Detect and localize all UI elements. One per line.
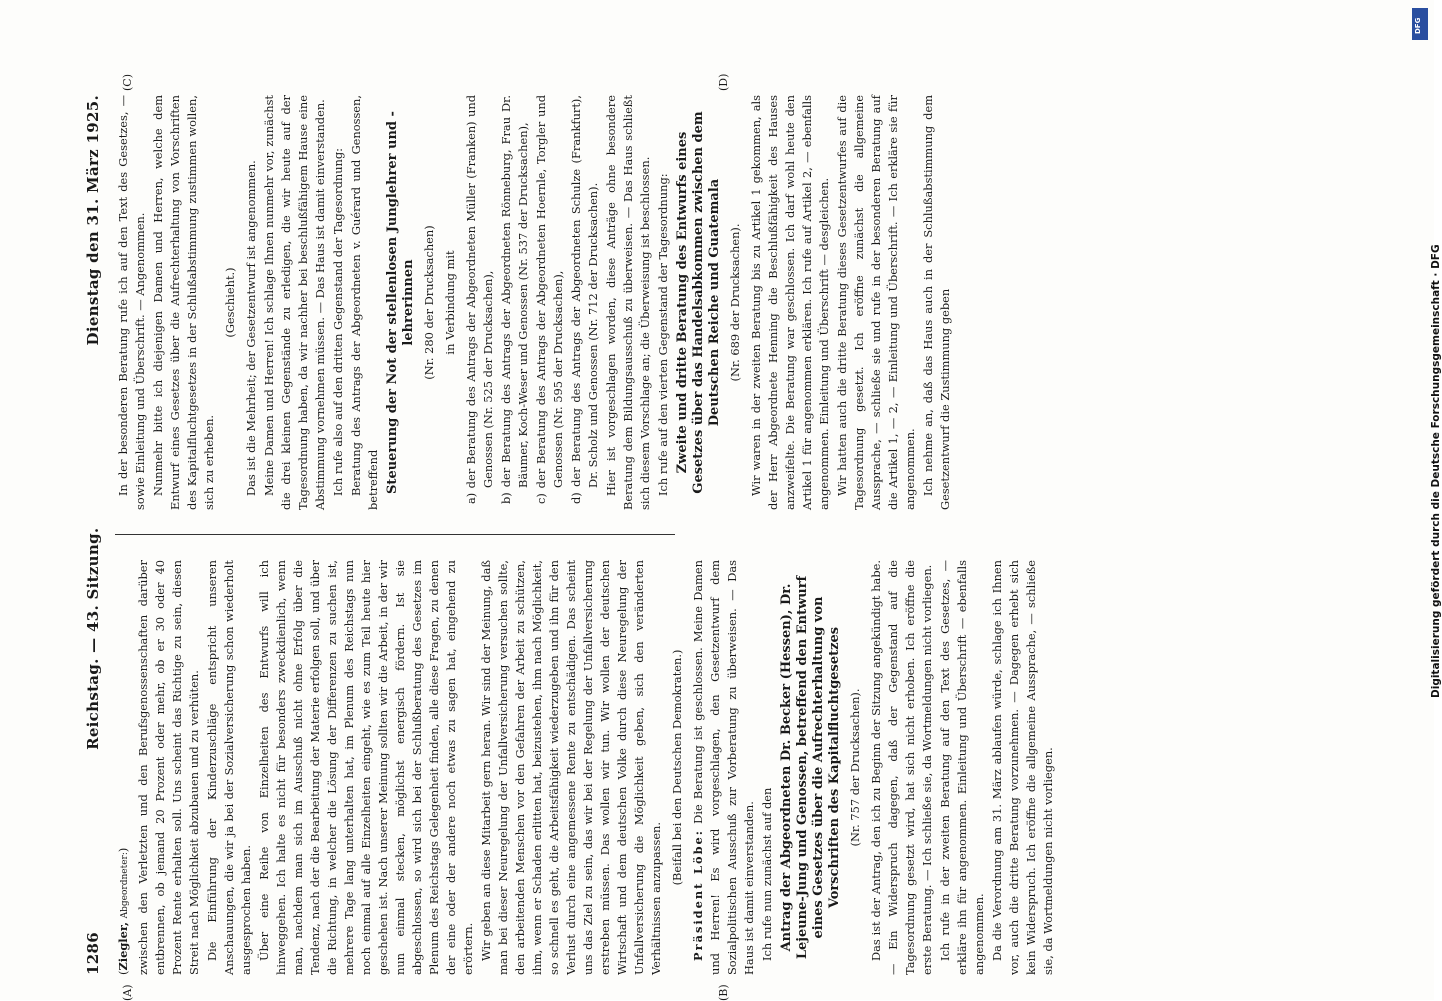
rotated-page-content <box>84 73 1335 1001</box>
paragraph: Die Einführung der Kinderzuschläge entspricht unseren Anschauungen, die wir ja bei der Sozialversicherung schon wiederholt ausgesprochen haben. <box>205 560 253 975</box>
stage-direction: (Geschieht.) <box>223 267 237 338</box>
applause-note: (Beifall bei den Deutschen Demokraten.) <box>670 649 684 886</box>
agenda-heading: Steuerung der Not der stellenlosen Junglehrer und -lehrerinnen <box>385 111 416 494</box>
paragraph: Wir geben an diese Mitarbeit gern heran. Wir sind der Meinung, daß man bei dieser Neuregelung der Unfallversicherung versuchen sollte, den arbeitenden Menschen vor den Gefahren der Arbeit zu schützen, ihm, wenn er Schaden erlitten hat, beizustehen, ihm nach Möglichkeit, so schnell es geht, die Arbeitsfähigkeit wiederzugeben und ihn für den Verlust durch eine angemessene Rente zu entschädigen. Das scheint uns das Ziel zu sein, das wir bei der Regelung der Unfallversicherung erstreben müssen. Das wollen wir tun. Wir wollen der deutschen Wirtschaft und dem deutschen Volke durch diese Neuregelung der Unfallversicherung die Möglichkeit geben, sich den veränderten Verhältnissen anzupassen. <box>479 560 663 975</box>
president-statement <box>690 560 758 975</box>
page-number: 1286 <box>84 932 102 975</box>
margin-marker-b: (B) <box>717 984 730 1001</box>
paragraph: Nunmehr bitte ich diejenigen Damen und Herren, welche dem Entwurf eines Gesetzes über die Aufrechterhaltung von Vorschriften des Kapitalfluchtgesetzes in der Schlußabstimmung zustimmen wollen, sich zu erheben. <box>151 95 216 510</box>
page-header <box>85 95 111 975</box>
agenda-reference: (Nr. 689 der Drucksachen). <box>728 223 742 382</box>
right-column <box>115 95 955 510</box>
credit-text: Digitalisierung gefördert durch die Deutsche Forschungsgemeinschaft · DFG <box>1430 244 1442 698</box>
dfg-logo-text: DFG <box>1414 17 1422 34</box>
agenda-reference: (Nr. 757 der Drucksachen). <box>848 688 862 847</box>
paragraph: Ich rufe in der zweiten Beratung auf den Text des Gesetzes, — erkläre ihn für angenommen. Einleitung und Überschrift — ebenfalls angenommen. <box>938 560 986 975</box>
speaker-role: Abgeordneter: <box>120 852 130 919</box>
margin-marker-a: (A) <box>121 984 134 1001</box>
paragraph: Beratung des Antrags der Abgeordneten v. Guérard und Genossen, betreffend <box>349 95 380 510</box>
margin-marker-c: (C) <box>121 74 134 91</box>
paragraph: Wir hatten auch die dritte Beratung dieses Gesetzentwurfes auf die Tagesordnung gesetzt. Ich eröffne zunächst die allgemeine Aussprache, — schließe sie und rufe in der besonderen Beratung auf die Artikel 1, — 2, — Einleitung und Überschrift. — Ich erkläre sie für angenommen. <box>835 95 917 510</box>
paragraph: Ich rufe auf den vierten Gegenstand der Tagesordnung: <box>656 173 670 496</box>
paragraph: Das ist der Antrag, den ich zu Beginn der Sitzung angekündigt habe. — Ein Widerspruch dagegen, daß der Gegenstand auf die Tagesordnung gesetzt wird, hat sich nicht erhoben. Ich eröffne die erste Beratung. — Ich schließe sie, da Wortmeldungen nicht vorliegen. <box>869 560 934 975</box>
left-column <box>115 560 1058 975</box>
digitization-credit <box>1404 8 1442 992</box>
paragraph: Das ist die Mehrheit; der Gesetzentwurf ist angenommen. <box>244 160 258 496</box>
paragraph: Da die Verordnung am 31. März ablaufen würde, schlage ich Ihnen vor, auch die dritte Beratung vorzunehmen. — Dagegen erhebt sich kein Widerspruch. Ich eröffne die allgemeine Aussprache, — schließe sie, da Wortmeldungen nicht vorliegen. <box>990 560 1055 975</box>
speaker-line: (Ziegler, Abgeordneter:) <box>116 847 130 975</box>
president-text: Die Beratung ist geschlossen. Meine Damen und Herren! Es wird vorgeschlagen, den Gesetzentwurf dem Sozialpolitischen Ausschuß zur Vorberatung zu überweisen. — Das Haus ist damit einverstanden. <box>691 560 756 975</box>
list-item: a) der Beratung des Antrags der Abgeordneten Müller (Franken) und Genossen (Nr. 525 der Drucksachen), <box>464 95 495 504</box>
paragraph: Wir waren in der zweiten Beratung bis zu Artikel 1 gekommen, als der Herr Abgeordnete Henning die Beschlußfähigkeit des Hauses anzweifelte. Die Beratung war geschlossen. Ich darf wohl heute den Artikel 1 für angenommen erklären. Ich rufe auf Artikel 2, — ebenfalls angenommen. Einleitung und Überschrift — desgleichen. <box>749 95 831 510</box>
paragraph: Ich rufe nun zunächst auf den <box>760 787 774 961</box>
paragraph: zwischen den Verletzten und den Berufsgenossenschaften darüber entbrennen, ob jemand 20 Prozent oder mehr, ob er 30 oder 40 Prozent Rente erhalten soll. Uns scheint das Richtige zu sein, diesen Streit nach Möglichkeit abzubauen und zu verhüten. <box>136 560 201 975</box>
president-name: Präsident Löbe: <box>691 829 705 961</box>
agenda-heading: Zweite und dritte Beratung des Entwurfs eines Gesetzes über das Handelsabkommen zwischen dem Deutschen Reiche und Guatemala <box>675 111 722 494</box>
list-item: c) der Beratung des Antrags der Abgeordneten Hoernle, Torgler und Genossen (Nr. 595 der Drucksachen), <box>534 95 565 504</box>
speaker-name: Ziegler, <box>116 921 130 971</box>
paragraph: Hier ist vorgeschlagen worden, diese Anträge ohne besondere Beratung dem Bildungsausschuß zu überweisen. — Das Haus schließt sich diesem Vorschlage an; die Überweisung ist beschlossen. <box>604 95 652 510</box>
session-date: Dienstag den 31. März 1925. <box>84 95 102 346</box>
agenda-reference: (Nr. 280 der Drucksachen) <box>422 225 436 380</box>
column-divider <box>115 534 675 535</box>
connector-text: in Verbindung mit <box>443 250 457 355</box>
paragraph: Ich nehme an, daß das Haus auch in der Schlußabstimmung dem Gesetzentwurf die Zustimmung geben <box>921 95 952 510</box>
session-title: Reichstag. — 43. Sitzung. <box>84 527 102 750</box>
paragraph: Über eine Reihe von Einzelheiten des Entwurfs will ich hinweggehen. Ich halte es nicht für besonders zweckdienlich, wenn man, nachdem man sich im Ausschuß nicht ohne Erfolg über die Tendenz, nach der die Bearbeitung der Materie erfolgen soll, und über die Richtung, in welcher die Lösung der Differenzen zu suchen ist, mehrere Tage lang unterhalten hat, im Plenum des Reichstags nun noch einmal auf alle Einzelheiten eingeht, wie es zum Teil heute hier geschehen ist. Nach unserer Meinung sollten wir die Arbeit, in der wir nun einmal stecken, möglichst energisch fördern. Ist sie abgeschlossen, so wird sich bei der Schlußberatung des Gesetzes im Plenum des Reichstags Gelegenheit finden, alle diese Fragen, zu denen der eine oder der andere noch etwas zu sagen hat, eingehend zu erörtern. <box>257 560 475 975</box>
paragraph: In der besonderen Beratung rufe ich auf den Text des Gesetzes, — sowie Einleitung und Überschrift. — Angenommen. <box>116 95 147 510</box>
list-item: b) der Beratung des Antrags der Abgeordneten Rönneburg, Frau Dr. Bäumer, Koch-Weser und Genossen (Nr. 537 der Drucksachen), <box>499 95 530 504</box>
margin-marker-d: (D) <box>717 73 730 91</box>
agenda-heading: Antrag der Abgeordneten Dr. Becker (Hessen), Dr. Lejeune-Jung und Genossen, betreffend den Entwurf eines Gesetzes über die Aufrechterhaltung von Vorschriften des Kapitalfluchtgesetzes <box>779 575 842 960</box>
paragraph: Meine Damen und Herren! Ich schlage Ihnen nunmehr vor, zunächst die drei kleinen Gegenstände zu erledigen, die wir heute auf der Tagesordnung haben, da wir nachher bei beschlußfähigem Hause eine Abstimmung vornehmen müssen. — Das Haus ist damit einverstanden. <box>262 95 327 510</box>
list-item: d) der Beratung des Antrags der Abgeordneten Schulze (Frankfurt), Dr. Scholz und Genossen (Nr. 712 der Drucksachen). <box>569 95 600 504</box>
paragraph: Ich rufe also auf den dritten Gegenstand der Tagesordnung: <box>331 147 345 496</box>
